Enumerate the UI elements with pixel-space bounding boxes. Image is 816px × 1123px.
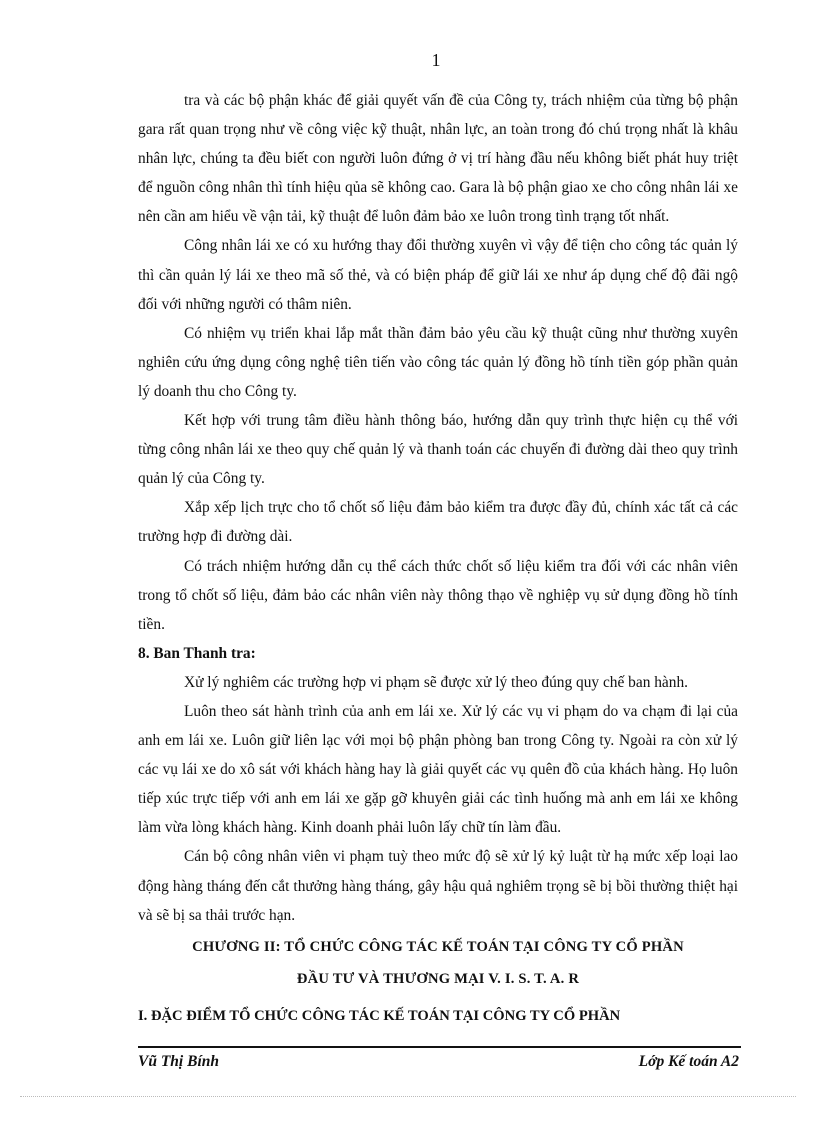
paragraph: tra và các bộ phận khác để giải quyết vấn đề của Công ty, trách nhiệm của từng bộ phận gara rất quan trọng như về công việc kỹ thuật, nhân lực, an toàn trong đó chú trọng nhất là khâu nhân lực, chúng ta đều biết con người luôn đứng ở vị trí hàng đầu nếu không biết phát huy triệt để nguồn công nhân thì tính hiệu qủa sẽ không cao. Gara là bộ phận giao xe cho công nhân lái xe nên cần am hiểu về vận tải, kỹ thuật để luôn đảm bảo xe luôn trong tình trạng tốt nhất. — [138, 92, 738, 226]
paragraph: Xử lý nghiêm các trường hợp vi phạm sẽ được xử lý theo đúng quy chế ban hành. — [184, 673, 689, 691]
footer-author: Vũ Thị Bính — [138, 1053, 219, 1070]
footer-class: Lớp Kế toán A2 — [638, 1053, 739, 1070]
chapter-title-line-2: ĐẦU TƯ VÀ THƯƠNG MẠI V. I. S. T. A. R — [296, 970, 580, 987]
footer-divider — [138, 1046, 741, 1048]
document-body — [138, 86, 738, 1031]
paragraph: Luôn theo sát hành trình của anh em lái xe. Xử lý các vụ vi phạm do va chạm đi lại của anh em lái xe. Luôn giữ liên lạc với mọi bộ phận phòng ban trong Công ty. Ngoài ra còn xử lý các vụ lái xe do xô sát với khách hàng hay là giải quyết các vụ quên đồ của khách hàng. Họ luôn tiếp xúc trực tiếp với anh em lái xe gặp gỡ khuyên giải các tình huống mà anh em lái xe không làm vừa lòng khách hàng. Kinh doanh phải luôn lấy chữ tín làm đầu. — [138, 702, 738, 837]
paragraph: Xắp xếp lịch trực cho tổ chốt số liệu đảm bảo kiểm tra được đầy đủ, chính xác tất cả các trường hợp đi đường dài. — [138, 499, 738, 546]
page-number: 1 — [431, 50, 441, 70]
paragraph: Có nhiệm vụ triển khai lắp mắt thần đảm bảo yêu cầu kỹ thuật cũng như thường xuyên nghiên cứu ứng dụng công nghệ tiên tiến vào công tác quản lý đồng hồ tính tiền góp phần quản lý doanh thu cho Công ty. — [138, 324, 738, 400]
paragraph: Có trách nhiệm hướng dẫn cụ thể cách thức chốt số liệu kiểm tra đối với các nhân viên trong tổ chốt số liệu, đảm bảo các nhân viên này thông thạo về nghiệp vụ sử dụng đồng hồ tính tiền. — [138, 557, 738, 633]
page-footer — [138, 1053, 741, 1077]
section-heading: I. ĐẶC ĐIỂM TỔ CHỨC CÔNG TÁC KẾ TOÁN TẠI CÔNG TY CỔ PHẦN — [138, 1007, 621, 1024]
paragraph: Cán bộ công nhân viên vi phạm tuỳ theo mức độ sẽ xử lý kỷ luật từ hạ mức xếp loại lao động hàng tháng đến cắt thưởng hàng tháng, gây hậu quả nghiêm trọng sẽ bị bồi thường thiệt hại và sẽ bị sa thải trước hạn. — [138, 848, 738, 924]
paragraph: Công nhân lái xe có xu hướng thay đổi thường xuyên vì vậy để tiện cho công tác quản lý thì cần quản lý lái xe theo mã số thẻ, và có biện pháp để giữ lái xe như áp dụng chế độ đãi ngộ đối với những người có thâm niên. — [138, 237, 738, 313]
section-8-title: 8. Ban Thanh tra: — [138, 644, 256, 662]
paragraph: Kết hợp với trung tâm điều hành thông báo, hướng dẫn quy trình thực hiện cụ thể với từng công nhân lái xe theo quy chế quản lý và thanh toán các chuyến đi đường dài theo quy trình quản lý của Công ty. — [138, 412, 738, 488]
chapter-title-line-1: CHƯƠNG II: TỔ CHỨC CÔNG TÁC KẾ TOÁN TẠI CÔNG TY CỔ PHẦN — [192, 938, 684, 955]
page-edge — [20, 1096, 796, 1097]
